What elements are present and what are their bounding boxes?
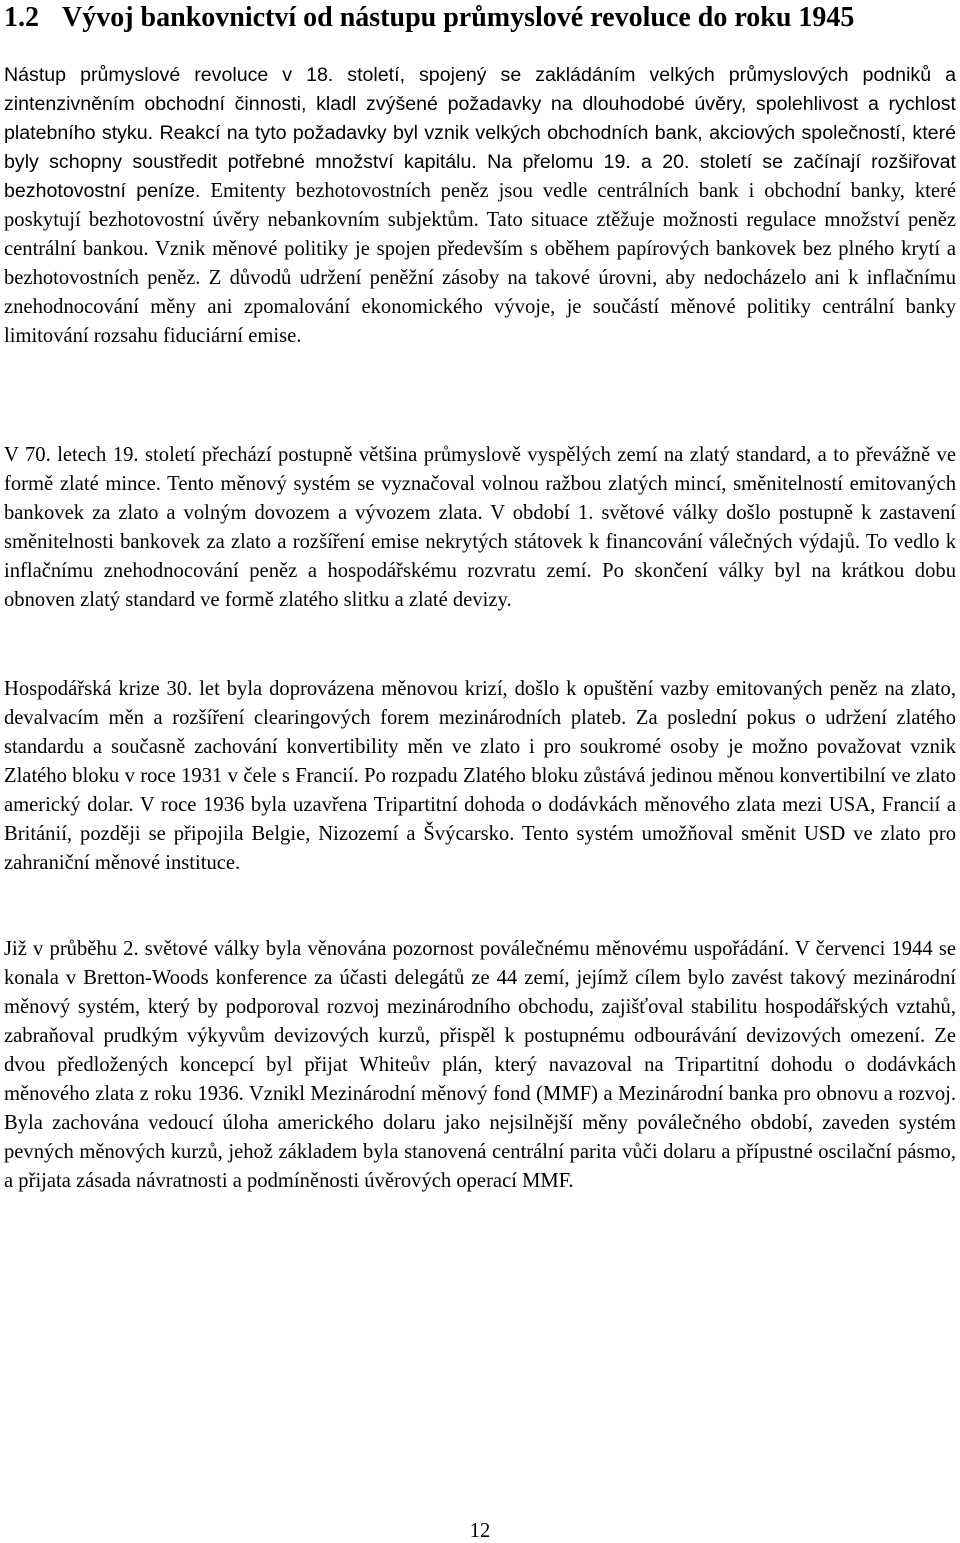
paragraph-bretton-woods: Již v průběhu 2. světové války byla věnována pozornost poválečnému měnovému uspořádání. V červenci 1944 se konala v Bretton-Woods konference za účasti delegátů ze 44 zemí, jejímž cílem bylo zavést takový mezinárodní měnový systém, který by podporoval rozvoj mezinárodního obchodu, zajišťoval stabilitu hospodářských vztahů, zabraňoval prudkým výkyvům devizových kurzů, přispěl k postupnému odbourávání devizových omezení. Ze dvou předložených koncepcí byl přijat Whiteův plán, který navazoval na Tripartitní dohodu o dodávkách měnového zlata z roku 1936. Vznikl Mezinárodní měnový fond (MMF) a Mezinárodní banka pro obnovu a rozvoj. Byla zachována vedoucí úloha amerického dolaru jako nejsilnější měny poválečného období, zaveden systém pevných měnových kurzů, jehož základem byla stanovená centrální parita vůči dolaru a přípustné oscilační pásmo, a přijata zásada návratnosti a podmíněnosti úvěrových operací MMF.: [4, 938, 956, 1192]
paragraph-serif-segment: Emitenty bezhotovostních peněz jsou vedle centrálních bank i obchodní banky, které poskytují bezhotovostní úvěry nebankovním subjektům. Tato situace ztěžuje možnosti regulace množství peněz centrální bankou. Vznik měnové politiky je spojen především s oběhem papírových bankovek bez plného krytí a bezhotovostních peněz. Z důvodů udržení peněžní zásoby na takové úrovni, aby nedocházelo ani k inflačnímu znehodnocování měny ani zpomalování ekonomického vývoje, je součástí měnové politiky centrální banky limitování rozsahu fiduciární emise.: [4, 180, 957, 347]
paragraph-industrial-revolution: [4, 61, 956, 351]
paragraph-economic-crisis: Hospodářská krize 30. let byla doprovázena měnovou krizí, došlo k opuštění vazby emitovaných peněz na zlato, devalvacím měn a rozšíření clearingových forem mezinárodních plateb. Za poslední pokus o udržení zlatého standardu a současně zachování konvertibility měn ve zlato i pro soukromé osoby je možno považovat vznik Zlatého bloku v roce 1931 v čele s Francií. Po rozpadu Zlatého bloku zůstává jedinou měnou konvertibilní ve zlato americký dolar. V roce 1936 byla uzavřena Tripartitní dohoda o dodávkách měnového zlata mezi USA, Francií a Británií, později se připojila Belgie, Nizozemí a Švýcarsko. Tento systém umožňoval směnit USD ve zlato pro zahraniční měnové instituce.: [4, 678, 956, 874]
section-title: Vývoj bankovnictví od nástupu průmyslové revoluce do roku 1945: [62, 2, 855, 33]
page-number: 12: [469, 1520, 491, 1542]
section-number: 1.2: [4, 2, 39, 33]
paragraph-sans-segment: Nástup průmyslové revoluce v 18. století, spojený se zakládáním velkých průmyslových podniků a zintenzivněním obchodní činnosti, kladl zvýšené požadavky na dlouhodobé úvěry, spolehlivost a rychlost platebního styku. Reakcí na tyto požadavky byl vznik velkých obchodních bank, akciových společností, které byly schopny soustředit potřebné množství kapitálu. Na přelomu 19. a 20. století se začínají rozšiřovat bezhotovostní peníze.: [4, 64, 956, 202]
paragraph-gold-standard: V 70. letech 19. století přechází postupně většina průmyslově vyspělých zemí na zlatý standard, a to převážně ve formě zlaté mince. Tento měnový systém se vyznačoval volnou ražbou zlatých mincí, směnitelností emitovaných bankovek za zlato a volným dovozem a vývozem zlata. V období 1. světové války došlo postupně k zastavení směnitelnosti bankovek za zlato a rozšíření emise nekrytých státovek k financování válečných výdajů. To vedlo k inflačnímu znehodnocování peněz a hospodářskému rozvratu zemí. Po skončení války byl na krátkou dobu obnoven zlatý standard ve formě zlatého slitku a zlaté devizy.: [4, 444, 956, 611]
section-heading: [4, 2, 854, 34]
